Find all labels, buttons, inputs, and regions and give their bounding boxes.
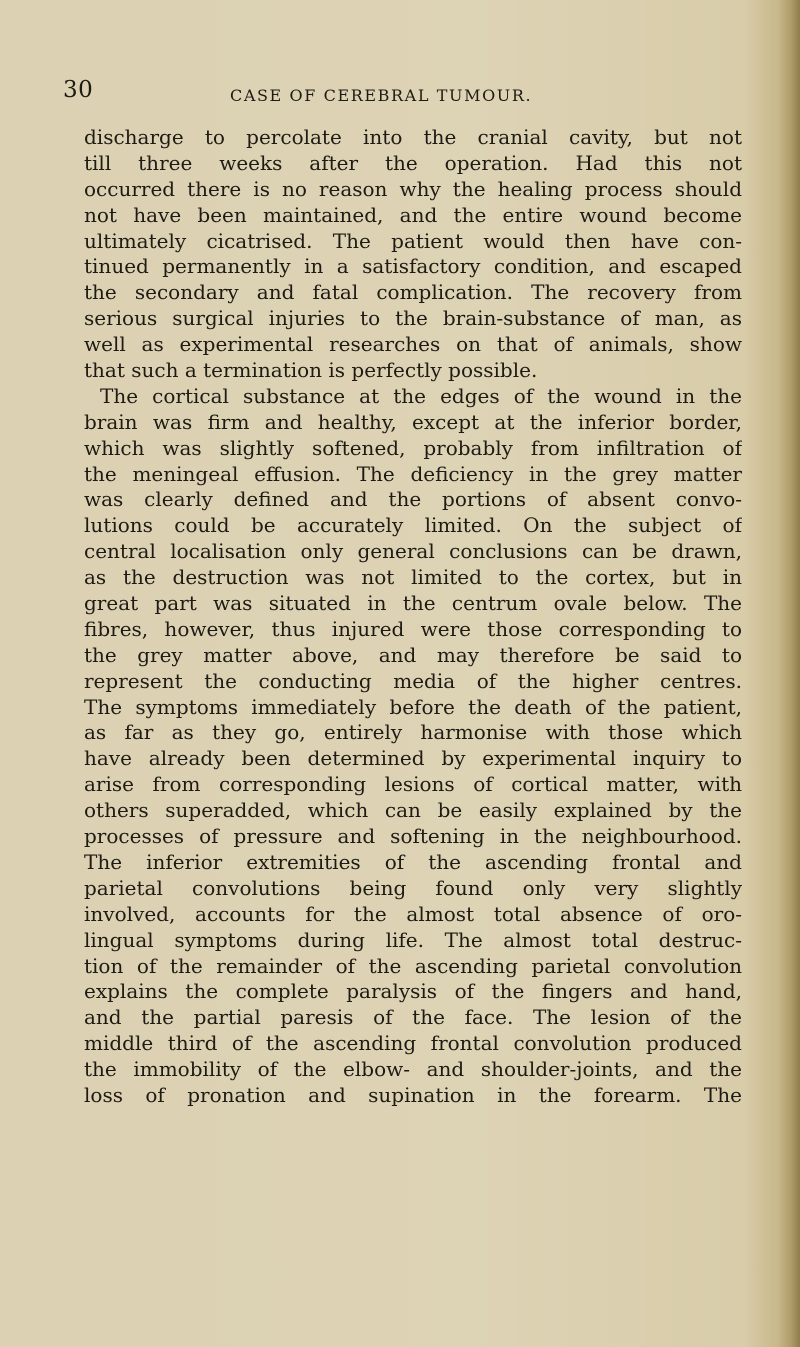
- text-line: occurred there is no reason why the healing process should: [84, 176, 742, 201]
- text-line: middle third of the ascending frontal convolution produced: [84, 1031, 742, 1056]
- text-line: the immobility of the elbow- and shoulder-joints, and the: [84, 1057, 742, 1082]
- text-line: as the destruction was not limited to the cortex, but in: [84, 565, 742, 590]
- page-number: 30: [63, 77, 94, 103]
- text-line: involved, accounts for the almost total absence of oro-: [84, 901, 742, 926]
- text-line: parietal convolutions being found only very slightly: [84, 875, 742, 900]
- text-line: was clearly defined and the portions of absent convo-: [84, 487, 742, 512]
- text-line: the meningeal effusion. The deficiency in the grey matter: [84, 461, 742, 486]
- text-line: brain was firm and healthy, except at the inferior border,: [84, 409, 742, 434]
- text-line: The cortical substance at the edges of the wound in the: [100, 383, 742, 408]
- text-line: lutions could be accurately limited. On the subject of: [84, 513, 742, 538]
- text-line: ultimately cicatrised. The patient would then have con-: [84, 228, 742, 253]
- text-line: The symptoms immediately before the death of the patient,: [84, 694, 742, 719]
- text-line: till three weeks after the operation. Had this not: [84, 150, 742, 175]
- text-line: serious surgical injuries to the brain-substance of man, as: [84, 306, 742, 331]
- text-line: represent the conducting media of the higher centres.: [84, 668, 742, 693]
- text-line: others superadded, which can be easily explained by the: [84, 798, 742, 823]
- text-line: well as experimental researches on that of animals, show: [84, 332, 742, 357]
- text-line: not have been maintained, and the entire wound become: [84, 202, 742, 227]
- running-head: CASE OF CEREBRAL TUMOUR.: [230, 86, 533, 105]
- text-line: arise from corresponding lesions of cortical matter, with: [84, 772, 742, 797]
- body-text: [84, 125, 742, 1109]
- text-line: tinued permanently in a satisfactory condition, and escaped: [84, 254, 742, 279]
- text-line: have already been determined by experimental inquiry to: [84, 746, 742, 771]
- text-line: tion of the remainder of the ascending parietal convolution: [84, 953, 742, 978]
- text-line: as far as they go, entirely harmonise with those which: [84, 720, 742, 745]
- text-line: lingual symptoms during life. The almost total destruc-: [84, 927, 742, 952]
- text-line: fibres, however, thus injured were those corresponding to: [84, 616, 742, 641]
- page-edge-shadow: [778, 0, 800, 1347]
- text-line: processes of pressure and softening in the neighbourhood.: [84, 824, 742, 849]
- text-line: discharge to percolate into the cranial cavity, but not: [84, 125, 742, 149]
- text-line: the grey matter above, and may therefore be said to: [84, 642, 742, 667]
- text-line: great part was situated in the centrum ovale below. The: [84, 591, 742, 616]
- text-line: and the partial paresis of the face. The lesion of the: [84, 1005, 742, 1030]
- text-line: which was slightly softened, probably from infiltration of: [84, 435, 742, 460]
- text-line: The inferior extremities of the ascending frontal and: [84, 849, 742, 874]
- text-line: the secondary and fatal complication. The recovery from: [84, 280, 742, 305]
- text-line: explains the complete paralysis of the fingers and hand,: [84, 979, 742, 1004]
- text-line: central localisation only general conclusions can be drawn,: [84, 539, 742, 564]
- text-line: loss of pronation and supination in the forearm. The: [84, 1082, 742, 1107]
- text-line: that such a termination is perfectly possible.: [84, 358, 538, 383]
